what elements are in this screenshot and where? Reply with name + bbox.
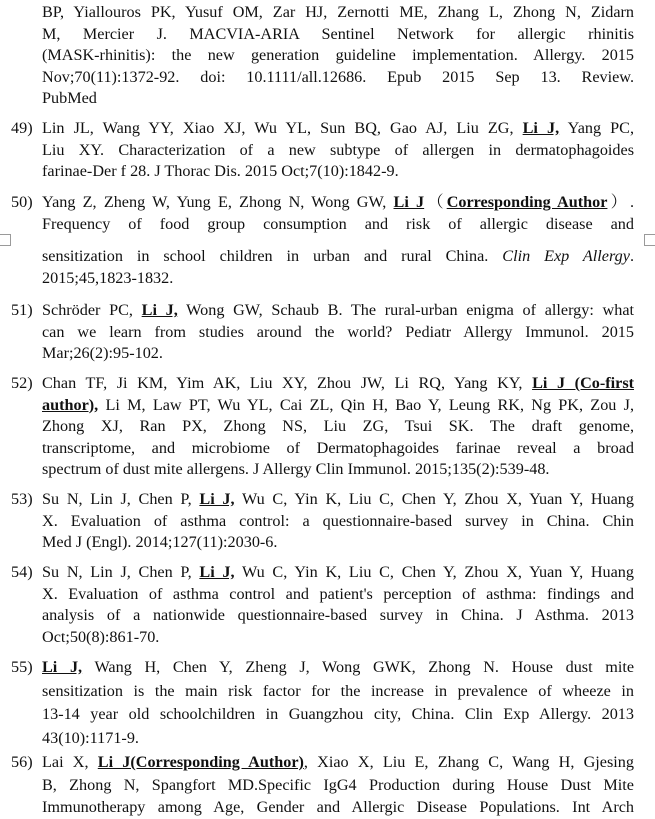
- ref-line: sensitization in school children in urban and rural China. Clin Exp Allergy.: [42, 247, 634, 266]
- journal-name: Clin Exp Allergy: [502, 247, 630, 266]
- highlighted-author: Li J(Corresponding Author): [97, 753, 304, 771]
- ref-line: farinae-Der f 28. J Thorac Dis. 2015 Oct;7(10):1842-9.: [42, 162, 399, 181]
- reference-number: 53): [11, 490, 33, 508]
- ref-line: Immunotherapy among Age, Gender and Allergic Disease Populations. Int Arch: [42, 798, 634, 817]
- ref-line: Frequency of food group consumption and risk of allergic disease and: [42, 214, 634, 233]
- ref-line: (MASK-rhinitis): the new generation guideline implementation. Allergy. 2015: [42, 46, 634, 65]
- ref-line: Su N, Lin J, Chen P, Li J, Wu C, Yin K, Liu C, Chen Y, Zhou X, Yuan Y, Huang: [42, 490, 634, 508]
- reference-number: 51): [11, 301, 33, 319]
- highlighted-author: Li J,: [42, 658, 83, 676]
- ref-line: author), Li M, Law PT, Wu YL, Cai ZL, Qin H, Bao Y, Leung RK, Ng PK, Zou J,: [42, 395, 634, 414]
- ref-line: BP, Yiallouros PK, Yusuf OM, Zar HJ, Zernotti ME, Zhang L, Zhong N, Zidarn: [42, 3, 634, 21]
- ref-line: 2015;45,1823-1832.: [42, 268, 174, 287]
- highlighted-author: Li J,: [522, 119, 560, 137]
- ref-line: Schröder PC, Li J, Wong GW, Schaub B. The rural-urban enigma of allergy: what: [42, 301, 635, 319]
- ref-line: PubMed: [42, 89, 97, 108]
- highlighted-author: Li J (Co-first: [532, 374, 635, 392]
- ref-line: X. Evaluation of asthma control and patient's perception of asthma: findings and: [42, 584, 634, 603]
- corresponding-author-note: Corresponding Author: [446, 193, 608, 211]
- ref-line: Lin JL, Wang YY, Xiao XJ, Wu YL, Sun BQ, Gao AJ, Liu ZG, Li J, Yang PC,: [42, 119, 634, 137]
- ref-line: Yang Z, Zheng W, Yung E, Zhong N, Wong GW, Li J（Corresponding Author）.: [42, 193, 635, 211]
- reference-number: 56): [11, 753, 33, 771]
- ref-line: Mar;26(2):95-102.: [42, 344, 163, 363]
- ref-line: Li J, Wang H, Chen Y, Zheng J, Wong GWK, Zhong N. House dust mite: [42, 658, 635, 676]
- ref-line: X. Evaluation of asthma control: a questionnaire-based survey in China. Chin: [42, 511, 634, 530]
- ref-line: Oct;50(8):861-70.: [42, 627, 160, 646]
- highlighted-author: Li J,: [141, 301, 178, 319]
- reference-number: 49): [11, 119, 33, 137]
- ref-line: 43(10):1171-9.: [42, 728, 139, 747]
- ref-line: sensitization is the main risk factor for the increase in prevalence of wheeze in: [42, 681, 634, 700]
- ref-line: Lai X, Li J(Corresponding Author), Xiao X, Liu E, Zhang C, Wang H, Gjesing: [42, 753, 634, 771]
- reference-number: 50): [11, 193, 33, 211]
- ref-line: Su N, Lin J, Chen P, Li J, Wu C, Yin K, Liu C, Chen Y, Zhou X, Yuan Y, Huang: [42, 563, 634, 581]
- reference-number: 54): [11, 563, 33, 581]
- highlighted-author: Li J: [393, 193, 425, 211]
- ref-line: Zhong XJ, Ran PX, Zhong NS, Liu ZG, Tsui SK. The draft genome,: [42, 417, 634, 436]
- ref-line: transcriptome, and microbiome of Dermatophagoides farinae reveal a broad: [42, 438, 634, 457]
- co-first-author-note: author),: [42, 395, 99, 414]
- ref-line: Liu XY. Characterization of a new subtype of allergen in dermatophagoides: [42, 140, 634, 159]
- ref-line: Nov;70(11):1372-92. doi: 10.1111/all.12686. Epub 2015 Sep 13. Review.: [42, 67, 634, 86]
- ref-line: analysis of a nationwide questionnaire-based survey in China. J Asthma. 2013: [42, 606, 634, 625]
- reference-number: 55): [11, 658, 33, 676]
- ref-line: 13-14 year old schoolchildren in Guangzhou city, China. Clin Exp Allergy. 2013: [42, 705, 634, 724]
- ref-line: Chan TF, Ji KM, Yim AK, Liu XY, Zhou JW, Li RQ, Yang KY, Li J (Co-first: [42, 374, 635, 392]
- ref-line: B, Zhong N, Spangfort MD.Specific IgG4 Production during House Dust Mite: [42, 775, 634, 794]
- highlighted-author: Li J,: [199, 490, 235, 508]
- highlighted-author: Li J,: [199, 563, 235, 581]
- ref-line: can we learn from studies around the world? Pediatr Allergy Immunol. 2015: [42, 322, 634, 341]
- page-break-marker-right: [644, 234, 655, 246]
- page-break-marker-left: [0, 234, 11, 246]
- reference-number: 52): [11, 374, 33, 392]
- ref-line: Med J (Engl). 2014;127(11):2030-6.: [42, 533, 278, 552]
- ref-line: spectrum of dust mite allergens. J Allergy Clin Immunol. 2015;135(2):539-48.: [42, 460, 550, 479]
- ref-line: M, Mercier J. MACVIA-ARIA Sentinel Network for allergic rhinitis: [42, 24, 634, 43]
